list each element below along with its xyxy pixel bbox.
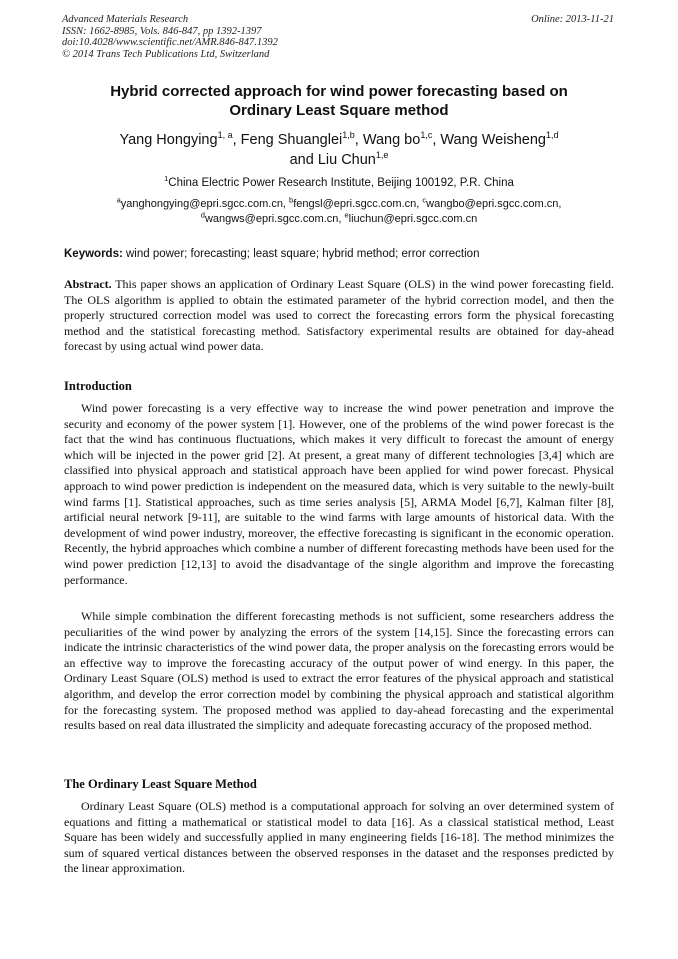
- author-affil-mark: 1,b: [342, 130, 355, 141]
- email-mark: c: [422, 195, 427, 205]
- author-separator: ,: [432, 132, 441, 148]
- email-line-2: [64, 212, 614, 227]
- email-b[interactable]: fengsl@epri.sgcc.com.cn,: [293, 198, 423, 210]
- author-separator: ,: [232, 132, 241, 148]
- author-name: Wang Weisheng: [440, 132, 546, 148]
- keywords: [64, 247, 614, 262]
- email-mark: a: [116, 195, 121, 205]
- author-list: [64, 130, 614, 170]
- affiliation-text: China Electric Power Research Institute, Beijing 100192, P.R. China: [168, 177, 514, 189]
- journal-header: [62, 14, 278, 60]
- author-affil-mark: 1,c: [420, 130, 433, 141]
- affiliation-mark: 1: [164, 174, 169, 184]
- affiliation: [64, 176, 614, 191]
- intro-paragraph-2: While simple combination the different forecasting methods is not sufficient, some researchers address the peculiarities of the wind power by analyzing the errors of the system [14,15]. Since the forecasting errors can indicate the intrinsic characteristics of the wind power data, the proper analysis on the forecasting errors would be an effective way to improve the forecasting accuracy of the output power of wind energy. In this paper, the Ordinary Least Square (OLS) method is used to extract the error features of the physical approach and statistical algorithm, and develop the error correction model by combining the physical approach and statistical algorithm for the forecasting system. The proposed method was applied to day-ahead forecasting and the experimental results based on real data illustrated the simplicity and adequate forecasting accuracy of the proposed method.: [64, 609, 614, 733]
- author-affil-mark: 1,d: [545, 130, 559, 141]
- email-line-1: [64, 197, 614, 212]
- author-affil-mark: 1, a: [217, 130, 233, 141]
- email-mark: b: [289, 195, 294, 205]
- email-mark: d: [200, 210, 205, 220]
- title-line-1: Hybrid corrected approach for wind power forecasting based on: [110, 83, 568, 100]
- author-name: Feng Shuanglei: [240, 132, 343, 148]
- author-name: Wang bo: [362, 132, 421, 148]
- keywords-text: wind power; forecasting; least square; hybrid method; error correction: [122, 248, 480, 260]
- paper-title: [64, 82, 614, 120]
- email-d[interactable]: wangws@epri.sgcc.com.cn,: [204, 213, 345, 225]
- author-name: and Liu Chun: [289, 152, 376, 168]
- email-a[interactable]: yanghongying@epri.sgcc.com.cn,: [120, 198, 290, 210]
- author-separator: ,: [354, 132, 363, 148]
- email-c[interactable]: wangbo@epri.sgcc.com.cn,: [426, 198, 562, 210]
- online-date: Online: 2013-11-21: [531, 14, 614, 25]
- author-name: Yang Hongying: [119, 132, 218, 148]
- section-heading-ols: The Ordinary Least Square Method: [64, 777, 257, 791]
- email-mark: e: [344, 210, 349, 220]
- issn-line: ISSN: 1662-8985, Vols. 846-847, pp 1392-1397: [62, 25, 262, 37]
- doi-line: doi:10.4028/www.scientific.net/AMR.846-847.1392: [62, 37, 278, 48]
- email-e[interactable]: liuchun@epri.sgcc.com.cn: [348, 213, 478, 225]
- abstract: [64, 277, 614, 355]
- ols-paragraph-1: Ordinary Least Square (OLS) method is a computational approach for solving an over determined system of equations and fitting a mathematical or statistical model to data [16]. As a classical statistical method, Least Square has been widely and successfully applied in many engineering fields [16-18]. The method minimizes the sum of squared vertical distances between the observed responses in the dataset and the responses predicted by the linear approximation.: [64, 799, 614, 876]
- author-emails: [64, 197, 614, 227]
- copyright-line: © 2014 Trans Tech Publications Ltd, Switzerland: [62, 48, 270, 60]
- author-affil-mark: 1,e: [375, 150, 389, 161]
- title-line-2: Ordinary Least Square method: [229, 102, 449, 119]
- author-line-1: [64, 130, 614, 150]
- author-line-2: [64, 150, 614, 170]
- intro-paragraph-1: Wind power forecasting is a very effective way to increase the wind power penetration and improve the security and economy of the power system [1]. However, one of the problems of the wind power forecast is the fact that the wind has continuous fluctuations, which makes it very difficult to forecast the amount of energy which will be injected in the power grid [2]. At present, a great many of different technologies [3,4] which are classified into physical approach and statistical approach have been applied for wind power forecast. Physical approach to wind power prediction is independent on the measured data, which is very suitable to the newly-built wind farms [1]. Statistical approaches, such as time series analysis [5], ARMA Model [6,7], Kalman filter [8], artificial neural network [9-11], are suitable to the wind farms with large amounts of historical data. With the development of wind power industry, moreover, the effective forecasting is significant in the economic operation. Recently, the hybrid approaches which combine a number of different forecasting methods have been used for the wind power prediction [12,13] to avoid the disadvantage of the single algorithm and improve the forecasting performance.: [64, 401, 614, 587]
- abstract-label: Abstract.: [64, 277, 112, 291]
- journal-name: Advanced Materials Research: [62, 14, 189, 25]
- section-heading-introduction: Introduction: [64, 379, 132, 393]
- abstract-text: This paper shows an application of Ordinary Least Square (OLS) in the wind power forecasting field. The OLS algorithm is applied to obtain the estimated parameter of the hybrid correction model, and then the properly structured correction model was used to correct the forecasting errors form the physical forecasting method and the statistical forecasting method. Satisfactory experimental results are obtained for day-ahead forecast by using actual wind power data.: [64, 277, 614, 354]
- keywords-label: Keywords:: [64, 248, 123, 260]
